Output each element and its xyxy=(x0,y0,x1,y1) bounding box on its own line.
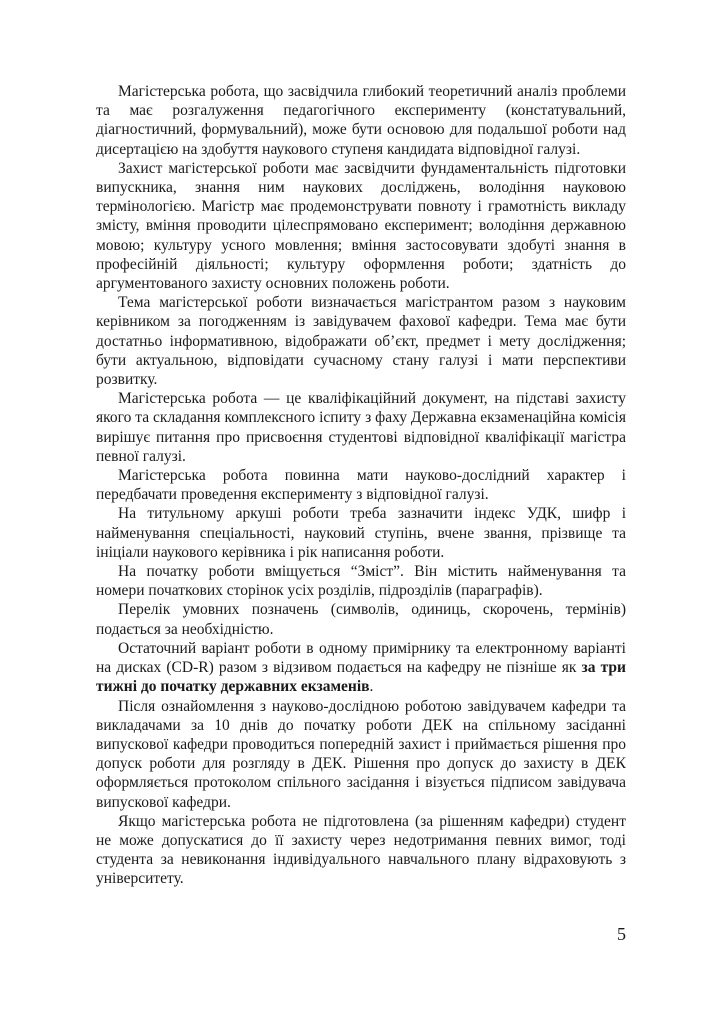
paragraph-defense-requirements: Захист магістерської роботи має засвідчити фундаментальність підготовки випускника, знання ним наукових досліджень, володіння науковою термінологією. Магістр має продемонструвати повноту і грамотність викладу змісту, вміння проводити цілеспрямовано експеримент; володіння державною мовою; культуру усного мовлення; вміння застосовувати здобуті знання в професійній діяльності; культуру оформлення роботи; здатність до аргументованого захисту основних положень роботи. xyxy=(96,159,626,293)
paragraph-abbreviations: Перелік умовних позначень (символів, одиниць, скорочень, термінів) подається за необхідністю. xyxy=(96,601,626,638)
paragraph-title-page: На титульному аркуші роботи треба зазначити індекс УДК, шифр і найменування спеціальності, науковий ступінь, вчене звання, прізвище та ініціали наукового керівника і рік написання роботи. xyxy=(96,505,626,561)
paragraph-thesis-basis: Магістерська робота, що засвідчила глибокий теоретичний аналіз проблеми та має розгалуження педагогічного експерименту (констатувальний, діагностичний, формувальний), може бути основою для подальшої роботи над дисертацією на здобуття наукового ступеня кандидата відповідної галузі. xyxy=(96,83,626,158)
page-number: 5 xyxy=(617,924,626,944)
paragraph-research-character: Магістерська робота повинна мати науково-дослідний характер і передбачати проведення експерименту з відповідної галузі. xyxy=(96,467,626,504)
final-variant-deadline: за три тижні до початку державних екзаменів xyxy=(96,659,626,696)
paragraph-qualification-document: Магістерська робота — це кваліфікаційний документ, на підставі захисту якого та складання комплексного іспиту з фаху Державна екзаменаційна комісія вирішує питання про присвоєння студентові відповідної кваліфікації магістра певної галузі. xyxy=(96,390,626,465)
final-variant-end: . xyxy=(369,678,374,696)
paragraph-final-variant xyxy=(96,639,626,697)
document-body xyxy=(96,82,626,889)
paragraph-pre-defense: Після ознайомлення з науково-дослідною роботою завідувачем кафедри та викладачами за 10 днів до початку роботи ДЕК на спільному засіданні випускової кафедри проводиться попередній захист і приймається рішення про допуск роботи для розгляду в ДЕК. Рішення про допуск до захисту в ДЕК оформляється протоколом спільного засідання і візується підписом завідувача випускової кафедри. xyxy=(96,697,626,811)
final-variant-text: Остаточний варіант роботи в одному примірнику та електронному варіанті на дисках (CD-R) разом з відзивом подається на кафедру не пізніше як xyxy=(96,639,626,677)
paragraph-not-prepared: Якщо магістерська робота не підготовлена (за рішенням кафедри) студент не може допускатися до її захисту через недотримання певних вимог, тоді студента за невиконання індивідуального навчального плану відраховують з університету. xyxy=(96,812,626,888)
paragraph-topic-selection: Тема магістерської роботи визначається магістрантом разом з науковим керівником за погодженням із завідувачем фахової кафедри. Тема має бути достатньо інформативною, відображати об’єкт, предмет і мету дослідження; бути актуальною, відповідати сучасному стану галузі і мати перспективи розвитку. xyxy=(96,294,626,389)
paragraph-contents: На початку роботи вміщується “Зміст”. Він містить найменування та номери початкових сторінок усіх розділів, підрозділів (параграфів). xyxy=(96,563,626,600)
